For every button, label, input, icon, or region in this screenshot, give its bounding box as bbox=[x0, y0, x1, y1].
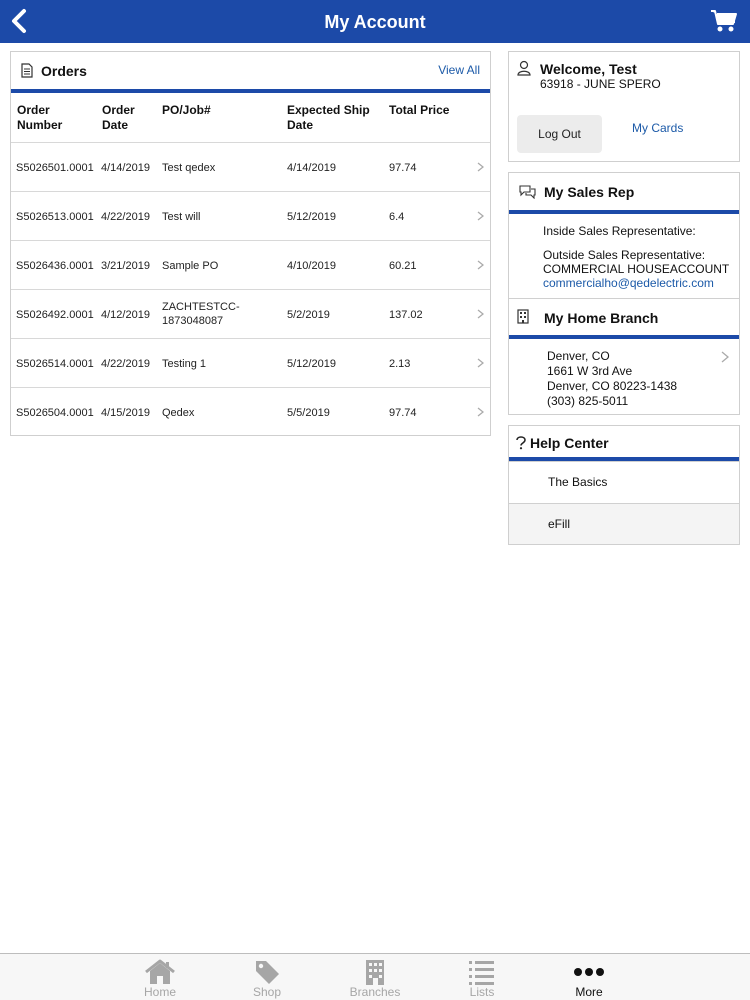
tab-shop[interactable] bbox=[227, 954, 307, 1000]
list-icon bbox=[468, 959, 496, 985]
inside-sales-label: Inside Sales Representative: bbox=[543, 224, 696, 238]
orders-title: Orders bbox=[41, 63, 87, 79]
building-icon bbox=[364, 959, 386, 985]
col-header-order-number: Order Number bbox=[17, 103, 63, 132]
table-row[interactable] bbox=[11, 388, 490, 437]
order-ship-date: 5/5/2019 bbox=[287, 407, 330, 419]
order-date: 3/21/2019 bbox=[101, 260, 150, 272]
table-row[interactable] bbox=[11, 241, 490, 290]
tab-lists[interactable] bbox=[442, 954, 522, 1000]
order-number: S5026513.0001 bbox=[16, 211, 94, 223]
order-ship-date: 5/2/2019 bbox=[287, 309, 330, 321]
log-out-button[interactable]: Log Out bbox=[517, 115, 602, 153]
chevron-right-icon bbox=[477, 358, 484, 368]
home-branch-header bbox=[509, 298, 739, 335]
outside-sales-name: COMMERCIAL HOUSEACCOUNT bbox=[543, 262, 730, 276]
chevron-right-icon bbox=[477, 162, 484, 172]
tag-icon bbox=[253, 959, 281, 985]
help-item-the-basics[interactable]: The Basics bbox=[509, 461, 739, 502]
table-row[interactable] bbox=[11, 192, 490, 241]
chevron-right-icon bbox=[477, 309, 484, 319]
order-total: 6.4 bbox=[389, 211, 405, 223]
help-center-card bbox=[508, 425, 740, 545]
page-title: My Account bbox=[324, 12, 426, 32]
my-cards-link[interactable]: My Cards bbox=[632, 121, 684, 135]
order-date: 4/14/2019 bbox=[101, 162, 150, 174]
help-item-efill[interactable]: eFill bbox=[509, 503, 739, 544]
home-branch-title: My Home Branch bbox=[544, 310, 659, 326]
welcome-card bbox=[508, 51, 740, 162]
tab-branches-label: Branches bbox=[349, 985, 401, 999]
tab-more[interactable] bbox=[549, 954, 629, 1000]
orders-table-header bbox=[11, 93, 490, 143]
tab-more-label: More bbox=[575, 985, 603, 999]
chevron-right-icon bbox=[477, 260, 484, 270]
account-number: 63918 - JUNE SPERO bbox=[540, 77, 661, 91]
outside-sales-label: Outside Sales Representative: bbox=[543, 248, 706, 262]
order-total: 97.74 bbox=[389, 407, 417, 419]
home-branch-divider bbox=[509, 335, 739, 339]
person-icon bbox=[517, 60, 531, 76]
cart-icon[interactable] bbox=[710, 8, 738, 34]
welcome-title: Welcome, Test bbox=[540, 61, 637, 77]
branch-street: 1661 W 3rd Ave bbox=[547, 364, 633, 378]
order-total: 2.13 bbox=[389, 358, 411, 370]
order-ship-date: 5/12/2019 bbox=[287, 211, 336, 223]
order-po: Test qedex bbox=[162, 162, 216, 174]
col-header-total-price: Total Price bbox=[389, 103, 450, 117]
tab-branches[interactable] bbox=[335, 954, 415, 1000]
sales-rep-divider bbox=[509, 210, 739, 214]
order-po: Test will bbox=[162, 211, 201, 223]
order-number: S5026504.0001 bbox=[16, 407, 94, 419]
order-ship-date: 4/10/2019 bbox=[287, 260, 336, 272]
orders-card bbox=[10, 51, 491, 436]
table-row[interactable] bbox=[11, 290, 490, 339]
top-nav-bar bbox=[0, 0, 750, 43]
help-icon bbox=[515, 435, 527, 450]
chevron-right-icon bbox=[477, 407, 484, 417]
tab-home-label: Home bbox=[143, 985, 176, 999]
order-total: 97.74 bbox=[389, 162, 417, 174]
order-number: S5026436.0001 bbox=[16, 260, 94, 272]
order-ship-date: 4/14/2019 bbox=[287, 162, 336, 174]
order-po: Testing 1 bbox=[162, 358, 207, 370]
building-icon bbox=[517, 309, 529, 324]
order-number: S5026514.0001 bbox=[16, 358, 94, 370]
order-number: S5026492.0001 bbox=[16, 309, 94, 321]
order-po: Sample PO bbox=[162, 260, 219, 272]
order-date: 4/22/2019 bbox=[101, 358, 150, 370]
bottom-tab-bar bbox=[0, 953, 750, 1000]
tab-home[interactable] bbox=[120, 954, 200, 1000]
order-po: ZACHTESTCC- 1873048087 bbox=[162, 301, 240, 327]
order-date: 4/22/2019 bbox=[101, 211, 150, 223]
outside-sales-email-link[interactable]: commercialho@qedelectric.com bbox=[543, 276, 714, 290]
chevron-right-icon bbox=[721, 351, 729, 363]
order-date: 4/15/2019 bbox=[101, 407, 150, 419]
order-po: Qedex bbox=[162, 407, 195, 419]
sales-rep-title: My Sales Rep bbox=[544, 184, 635, 200]
order-number: S5026501.0001 bbox=[16, 162, 94, 174]
tab-shop-label: Shop bbox=[252, 985, 282, 999]
table-row[interactable] bbox=[11, 143, 490, 192]
chevron-right-icon bbox=[477, 211, 484, 221]
help-center-title: Help Center bbox=[530, 435, 609, 451]
branch-city: Denver, CO 80223-1438 bbox=[547, 379, 678, 393]
col-header-expected-ship-date: Expected Ship Date bbox=[287, 103, 370, 132]
col-header-order-date: Order Date bbox=[102, 103, 135, 132]
order-date: 4/12/2019 bbox=[101, 309, 150, 321]
table-row[interactable] bbox=[11, 339, 490, 388]
document-icon bbox=[21, 63, 33, 78]
branch-phone: (303) 825-5011 bbox=[547, 394, 629, 408]
branch-name: Denver, CO bbox=[547, 349, 610, 363]
home-icon bbox=[144, 959, 176, 985]
order-total: 60.21 bbox=[389, 260, 417, 272]
more-icon bbox=[573, 959, 605, 985]
chat-bubbles-icon bbox=[519, 184, 536, 199]
sales-rep-card bbox=[508, 172, 740, 415]
order-total: 137.02 bbox=[389, 309, 423, 321]
tab-lists-label: Lists bbox=[469, 985, 495, 999]
order-ship-date: 5/12/2019 bbox=[287, 358, 336, 370]
view-all-link[interactable]: View All bbox=[438, 63, 480, 77]
col-header-po-job: PO/Job# bbox=[162, 103, 211, 117]
